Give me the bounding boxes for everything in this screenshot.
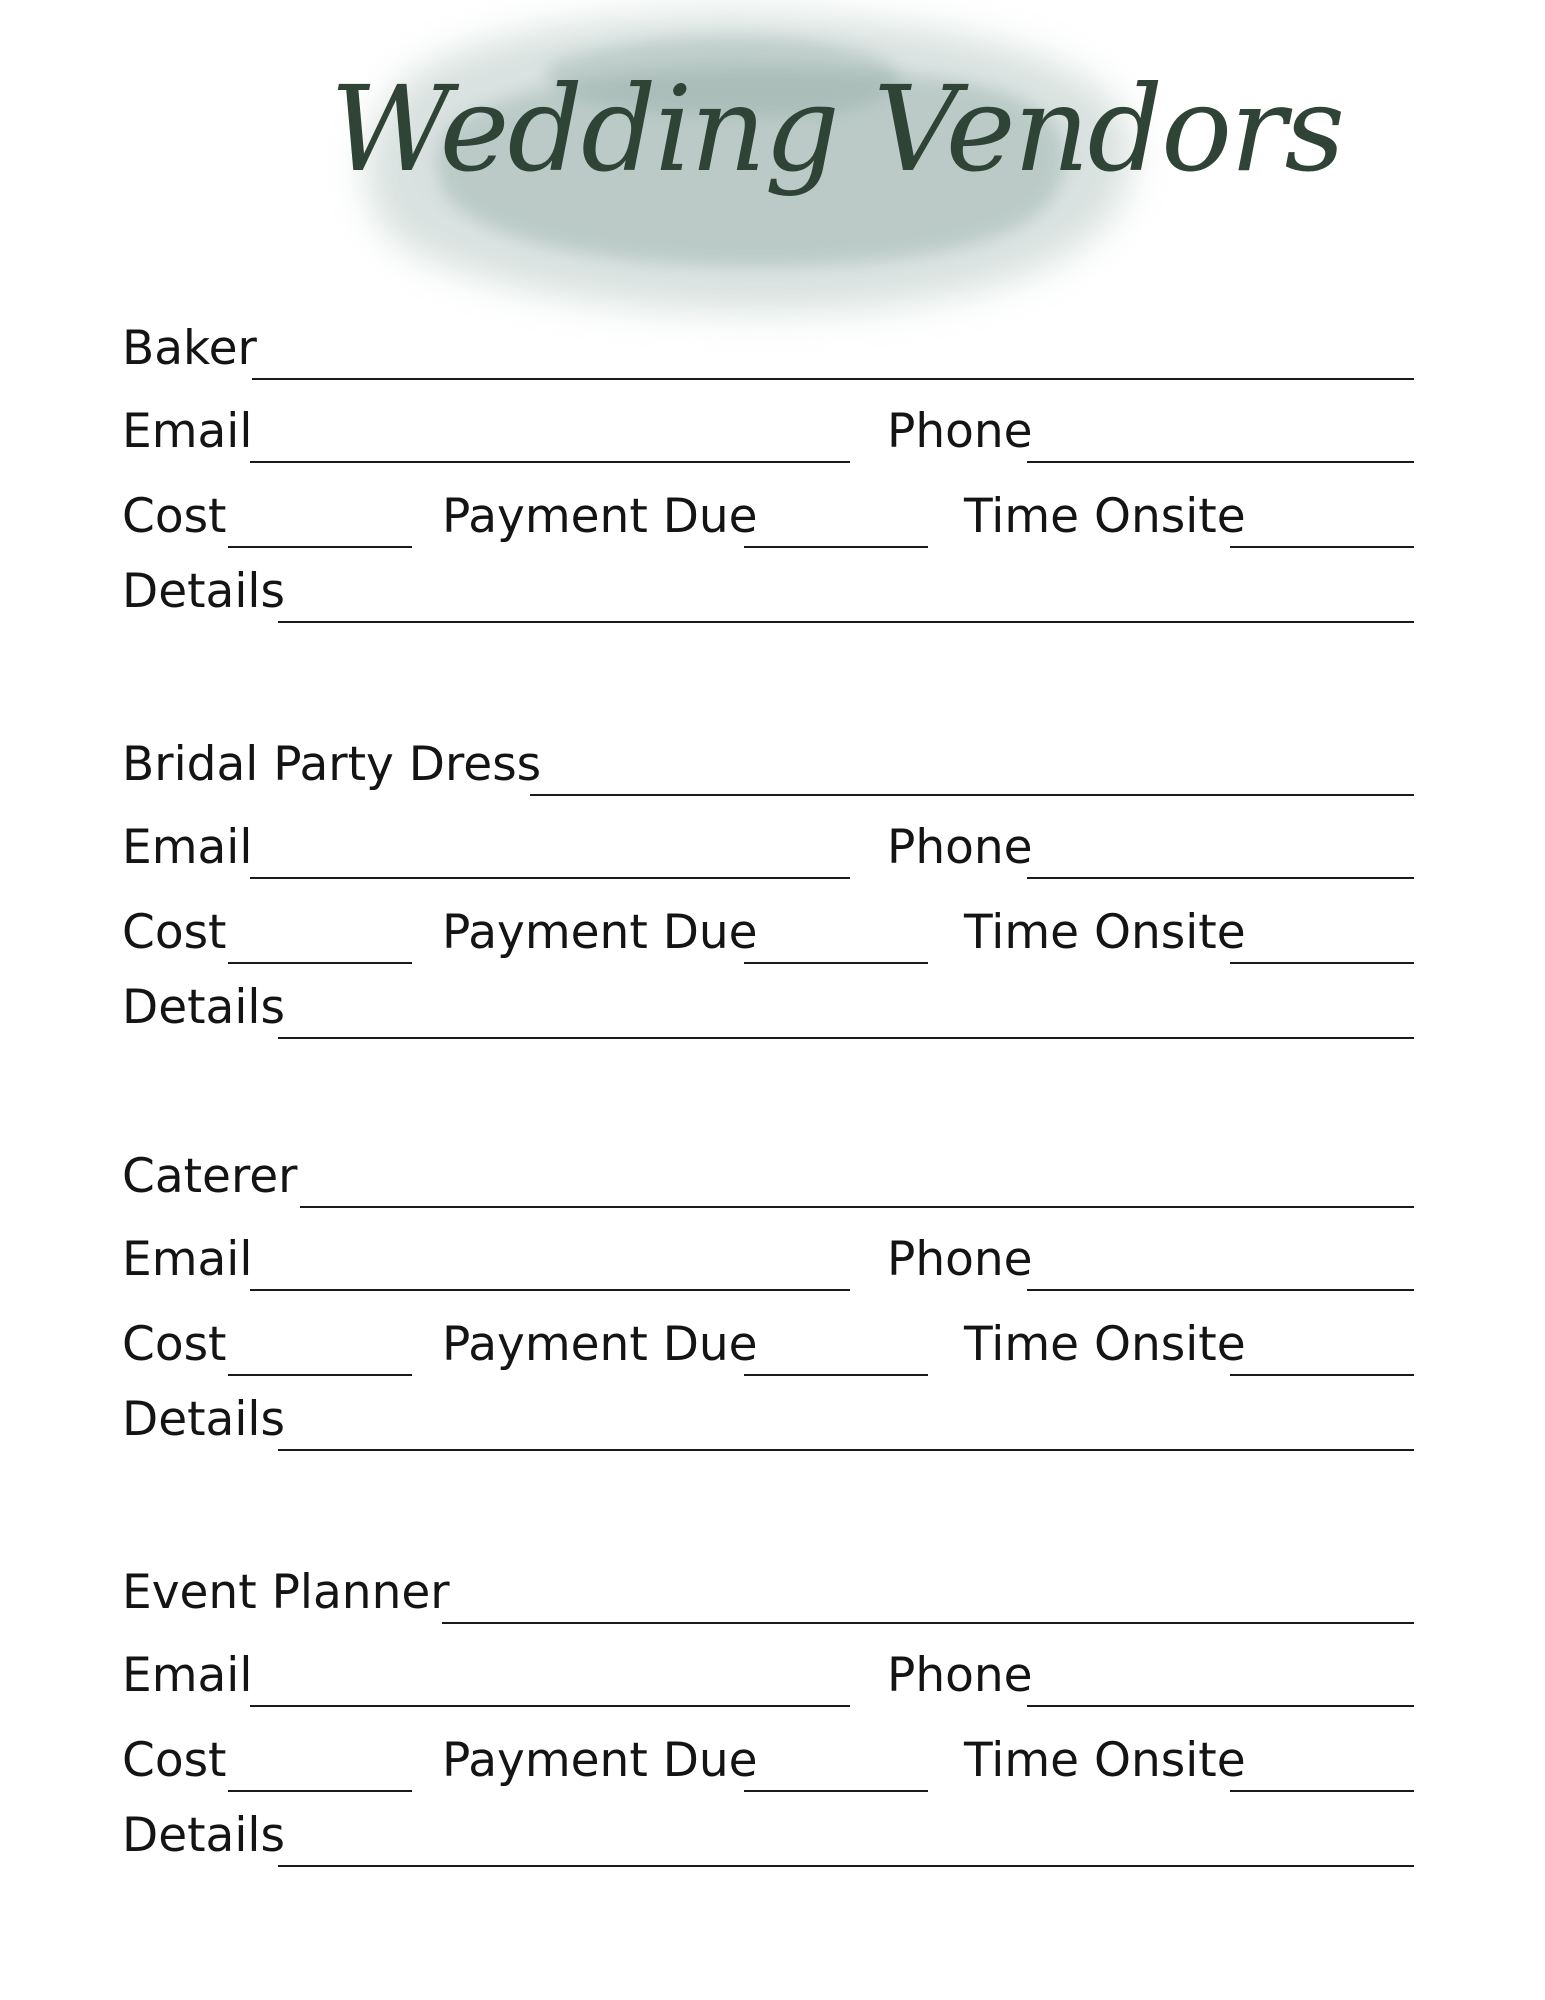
vendor-name-label: Bridal Party Dress (122, 737, 542, 792)
phone-label: Phone (887, 820, 1033, 875)
cost-field[interactable] (228, 1790, 412, 1792)
payment-due-field[interactable] (744, 1790, 928, 1792)
time-onsite-label: Time Onsite (964, 1317, 1246, 1372)
phone-field[interactable] (1027, 877, 1414, 879)
contact-row (122, 1231, 1414, 1291)
payment-due-field[interactable] (744, 1374, 928, 1376)
page-title: Wedding Vendors (330, 60, 1344, 198)
cost-label: Cost (122, 905, 227, 960)
time-onsite-field[interactable] (1230, 546, 1414, 548)
vendor-name-label: Baker (122, 321, 257, 376)
contact-row (122, 819, 1414, 879)
phone-label: Phone (887, 1648, 1033, 1703)
cost-row (122, 1316, 1414, 1376)
cost-field[interactable] (228, 962, 412, 964)
details-field[interactable] (278, 1449, 1414, 1451)
details-row (122, 1807, 1414, 1867)
phone-field[interactable] (1027, 461, 1414, 463)
details-label: Details (122, 1808, 285, 1863)
time-onsite-label: Time Onsite (964, 905, 1246, 960)
details-row (122, 1391, 1414, 1451)
vendor-name-field[interactable] (300, 1206, 1414, 1208)
time-onsite-field[interactable] (1230, 1374, 1414, 1376)
cost-field[interactable] (228, 1374, 412, 1376)
vendor-name-row (122, 320, 1414, 380)
details-field[interactable] (278, 621, 1414, 623)
details-row (122, 979, 1414, 1039)
details-label: Details (122, 564, 285, 619)
contact-row (122, 1647, 1414, 1707)
vendor-name-row (122, 736, 1414, 796)
email-label: Email (122, 1232, 253, 1287)
email-field[interactable] (250, 461, 850, 463)
vendor-name-field[interactable] (530, 794, 1414, 796)
email-field[interactable] (250, 1289, 850, 1291)
time-onsite-field[interactable] (1230, 1790, 1414, 1792)
vendor-name-label: Event Planner (122, 1565, 450, 1620)
vendor-name-row (122, 1148, 1414, 1208)
email-label: Email (122, 404, 253, 459)
time-onsite-label: Time Onsite (964, 489, 1246, 544)
email-label: Email (122, 1648, 253, 1703)
details-field[interactable] (278, 1037, 1414, 1039)
email-field[interactable] (250, 877, 850, 879)
phone-label: Phone (887, 1232, 1033, 1287)
cost-field[interactable] (228, 546, 412, 548)
details-label: Details (122, 980, 285, 1035)
vendor-name-field[interactable] (442, 1622, 1414, 1624)
contact-row (122, 403, 1414, 463)
time-onsite-field[interactable] (1230, 962, 1414, 964)
vendor-name-row (122, 1564, 1414, 1624)
email-label: Email (122, 820, 253, 875)
details-label: Details (122, 1392, 285, 1447)
cost-label: Cost (122, 1733, 227, 1788)
payment-due-label: Payment Due (442, 905, 758, 960)
payment-due-field[interactable] (744, 546, 928, 548)
payment-due-label: Payment Due (442, 1317, 758, 1372)
payment-due-label: Payment Due (442, 489, 758, 544)
details-field[interactable] (278, 1865, 1414, 1867)
cost-row (122, 904, 1414, 964)
details-row (122, 563, 1414, 623)
vendor-name-field[interactable] (252, 378, 1414, 380)
time-onsite-label: Time Onsite (964, 1733, 1246, 1788)
phone-label: Phone (887, 404, 1033, 459)
cost-row (122, 488, 1414, 548)
header (330, 0, 1344, 340)
cost-label: Cost (122, 1317, 227, 1372)
cost-label: Cost (122, 489, 227, 544)
cost-row (122, 1732, 1414, 1792)
phone-field[interactable] (1027, 1289, 1414, 1291)
payment-due-field[interactable] (744, 962, 928, 964)
phone-field[interactable] (1027, 1705, 1414, 1707)
email-field[interactable] (250, 1705, 850, 1707)
payment-due-label: Payment Due (442, 1733, 758, 1788)
vendor-name-label: Caterer (122, 1149, 298, 1204)
